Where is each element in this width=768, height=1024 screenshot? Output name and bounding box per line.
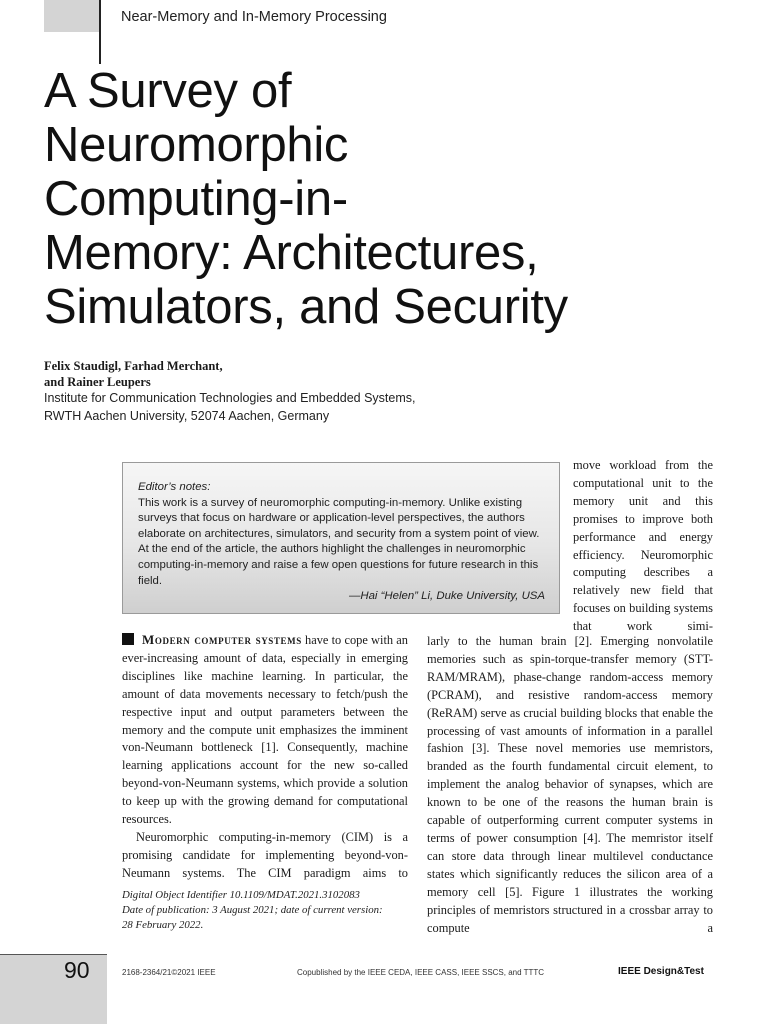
title-line: Memory: Architectures,	[44, 226, 539, 280]
lead-in-text: Modern computer systems	[142, 632, 302, 647]
publication-dates-cont: 28 February 2022.	[122, 919, 204, 931]
title-line: Simulators, and Security	[44, 280, 568, 334]
body-paragraph: larly to the human brain [2]. Emerging nonvolatile memories such as spin-torque-transfer memory (STT-RAM/MRAM), phase-change random-access memory (PCRAM), and resistive random-access memory (ReRAM) serve as crucial building blocks that enable the processing of vast amounts of information in a parallel fashion [3]. These novel memories use memristors, branded as the fourth fundamental circuit element, to implement the analog behavior of synapses, which are known to be one of the reasons the human brain is capable of outperforming current computer systems in terms of power consumption [4]. The memristor itself can store data through linear multilevel conductance states which significantly reduces the silicon area of a memory cell [5]. Figure 1 illustrates the working principles of memristors structured in a crossbar array to compute a	[427, 634, 713, 935]
section-heading: Near-Memory and In-Memory Processing	[121, 9, 387, 25]
body-column-right	[427, 633, 713, 937]
affiliation-line: Institute for Communication Technologies and Embedded Systems,	[44, 391, 416, 405]
author-list	[44, 358, 223, 390]
section-start-square-icon	[122, 633, 134, 645]
editor-signature: —Hai “Helen” Li, Duke University, USA	[348, 590, 545, 603]
body-paragraph	[122, 631, 408, 829]
paragraph-text: have to cope with an ever-increasing amount of data, especially in emerging disciplines like machine learning. In particular, the amount of data movements necessary to fetch/push the respective input and output parameters between the memory and the compute unit emphasizes the imminent von-Neumann bottleneck [1]. Consequently, machine learning applications account for the new so-called beyond-von-Neumann systems, which provide a solution to keep up with the growing demand for computational resources.	[122, 633, 408, 827]
footer-grey-block	[0, 954, 107, 1024]
header-vertical-rule	[99, 0, 101, 64]
editor-notes-label: Editor’s notes:	[138, 481, 211, 493]
author-line: and Rainer Leupers	[44, 375, 151, 389]
editor-notes-box	[122, 462, 560, 614]
footer-copublished: Copublished by the IEEE CEDA, IEEE CASS, IEEE SSCS, and TTTC	[297, 968, 545, 977]
body-paragraph: Neuromorphic computing-in-memory (CIM) is a promising candidate for implementing beyond-von-Neumann systems. The CIM paradigm aims to	[122, 829, 408, 880]
journal-name: IEEE Design&Test	[618, 966, 704, 977]
body-paragraph: move workload from the computational unit to the memory unit and this promises to improve both performance and energy efficiency. Neuromorphic computing describes a relatively new field that focuses on building systems that work simi-	[573, 458, 713, 634]
article-title	[44, 64, 744, 334]
author-line: Felix Staudigl, Farhad Merchant,	[44, 359, 223, 373]
footer-issn: 2168-2364/21©2021 IEEE	[122, 968, 216, 977]
editor-notes-text: This work is a survey of neuromorphic computing-in-memory. Unlike existing surveys that focus on hardware or application-level perspectives, the authors elaborate on architectures, simulators, and security from a system point of view. At the end of the article, the authors highlight the challenges in neuromorphic computing-in-memory and raise a few open questions for future research in this field.	[138, 496, 540, 587]
title-line: Computing-in-	[44, 172, 348, 226]
header-grey-block	[44, 0, 100, 32]
body-column-left	[122, 631, 408, 883]
publication-dates: Date of publication: 3 August 2021; date of current version:	[122, 904, 383, 916]
title-line: Neuromorphic	[44, 118, 349, 172]
body-column-right-top	[573, 457, 713, 636]
publication-info	[122, 888, 412, 933]
affiliation-line: RWTH Aachen University, 52074 Aachen, Germany	[44, 408, 330, 423]
footer-rule	[0, 954, 107, 955]
page-number: 90	[64, 957, 90, 983]
affiliation	[44, 390, 416, 425]
title-line: A Survey of	[44, 64, 292, 118]
doi-text: Digital Object Identifier 10.1109/MDAT.2021.3102083	[122, 889, 360, 901]
